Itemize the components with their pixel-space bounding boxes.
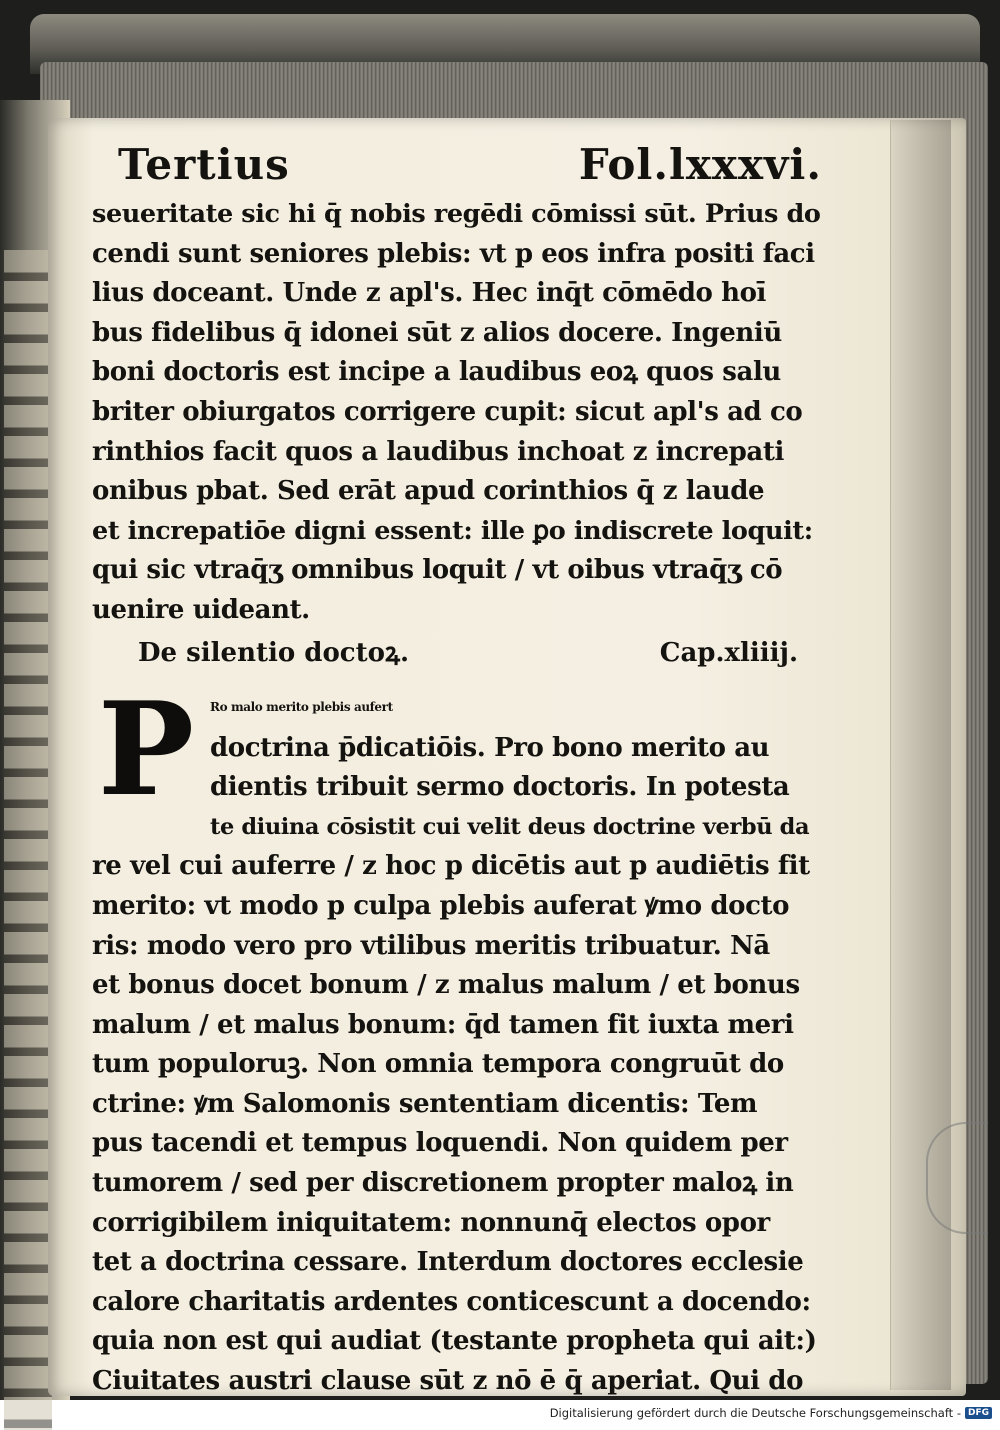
- text-line: onibus pbat. Sed erāt apud corinthios q̄ z laude: [92, 476, 765, 507]
- page-text: [92, 140, 822, 1402]
- text-line: tum populoruꝫ. Non omnia tempora congruūt do: [92, 1049, 784, 1080]
- text-line: bus fidelibus q̄ idonei sūt z alios docere. Ingeniū: [92, 317, 782, 348]
- page-clip: [926, 1122, 988, 1234]
- text-line: tumorem / sed per discretionem propter maloꝝ in: [92, 1168, 794, 1199]
- credit-text: Digitalisierung gefördert durch die Deutsche Forschungsgemeinschaft -: [549, 1406, 961, 1420]
- text-line: uenire uideant.: [92, 594, 310, 625]
- text-line: merito: vt modo p culpa plebis auferat ꝟmo docto: [92, 890, 790, 921]
- paragraph-2: [92, 674, 822, 1402]
- text-line: boni doctoris est incipe a laudibus eoꝝ quos salu: [92, 357, 781, 388]
- header-left: Tertius: [118, 140, 290, 189]
- chapter-number: Cap.xliiij.: [659, 637, 798, 668]
- text-line: corrigibilem iniquitatem: nonnunq̄ electos opor: [92, 1207, 770, 1238]
- decorated-initial: P: [97, 674, 195, 825]
- text-line: quia non est qui audiat (testante propheta qui ait:): [92, 1326, 817, 1357]
- text-line: et increpatiōe digni essent: ille ꝑo indiscrete loquit:: [92, 515, 813, 546]
- text-line: seueritate sic hi q̄ nobis regēdi cōmissi sūt. Prius do: [92, 199, 821, 229]
- text-line: doctrina p̄dicatiōis. Pro bono merito au: [210, 732, 770, 763]
- text-line: qui sic vtraq̄ʒ omnibus loquit / vt oibus vtraq̄ʒ cō: [92, 555, 783, 586]
- chapter-title: De silentio doctoꝝ.: [138, 637, 410, 668]
- text-line: briter obiurgatos corrigere cupit: sicut apl's ad co: [92, 396, 803, 427]
- text-line: dientis tribuit sermo doctoris. In potesta: [210, 772, 790, 803]
- text-line: lius doceant. Unde z apl's. Hec inq̄t cōmēdo hoī: [92, 278, 767, 309]
- paragraph-1: [92, 195, 822, 631]
- text-line: Ro malo merito plebis aufert: [210, 699, 393, 714]
- folio-number: Fol.lxxxvi.: [578, 140, 822, 189]
- left-page-text-fragment: [4, 250, 52, 1430]
- text-line: tet a doctrina cessare. Interdum doctores ecclesie: [92, 1247, 804, 1278]
- running-header: [92, 140, 822, 189]
- text-line: pus tacendi et tempus loquendi. Non quidem per: [92, 1128, 788, 1159]
- text-line: re vel cui auferre / z hoc p dicētis aut p audiētis fit: [92, 851, 810, 882]
- text-line: cendi sunt seniores plebis: vt p eos infra positi faci: [92, 238, 815, 269]
- text-line: ctrine: ꝟm Salomonis sententiam dicentis: Tem: [92, 1088, 758, 1119]
- digitization-credit: [550, 1406, 992, 1420]
- text-line: Ciuitates austri clause sūt z nō ē q̄ aperiat. Qui do: [92, 1366, 804, 1397]
- chapter-heading: [92, 631, 822, 675]
- text-line: et bonus docet bonum / z malus malum / et bonus: [92, 970, 800, 1001]
- text-line: te diuina cōsistit cui velit deus doctrine verbū da: [210, 813, 810, 840]
- text-line: malum / et malus bonum: q̄d tamen fit iuxta meri: [92, 1009, 794, 1040]
- dfg-logo-icon: DFG: [965, 1407, 992, 1419]
- text-line: calore charitatis ardentes conticescunt a docendo:: [92, 1286, 811, 1317]
- text-line: rinthios facit quos a laudibus inchoat z increpati: [92, 436, 784, 467]
- text-line: ris: modo vero pro vtilibus meritis tribuatur. Nā: [92, 930, 770, 961]
